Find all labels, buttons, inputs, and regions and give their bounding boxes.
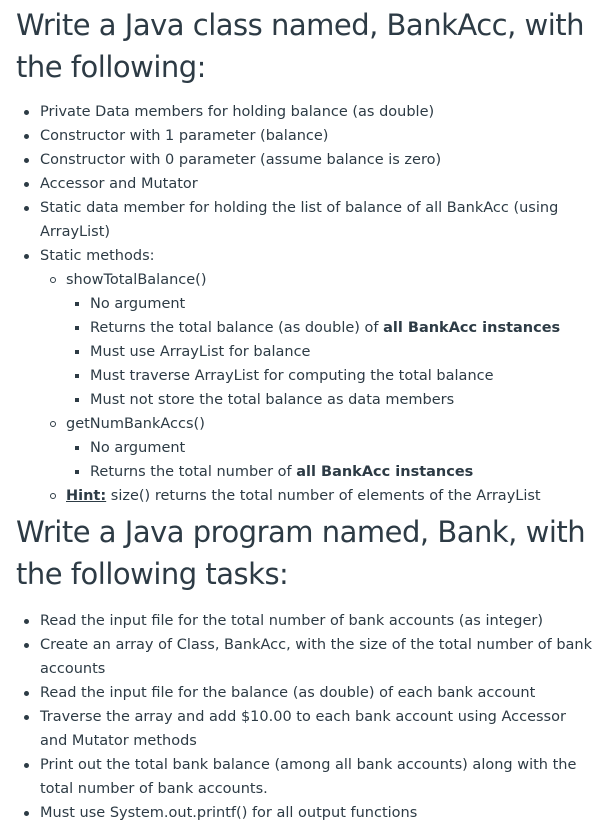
list-item: Must use ArrayList for balance <box>90 340 608 364</box>
list-item-bold: all BankAcc instances <box>296 464 474 480</box>
show-total-balance-details <box>90 292 608 412</box>
list-item: Accessor and Mutator <box>40 172 608 196</box>
list-item: Must traverse ArrayList for computing the total balance <box>90 364 608 388</box>
section2-heading: Write a Java program named, Bank, with the following tasks: <box>16 515 586 591</box>
list-item: Must use System.out.printf() for all output functions <box>40 801 608 825</box>
list-item: Constructor with 1 parameter (balance) <box>40 124 608 148</box>
list-item: Create an array of Class, BankAcc, with the size of the total number of bank accounts <box>40 633 608 681</box>
list-item <box>90 316 608 340</box>
list-item: Read the input file for the total number of bank accounts (as integer) <box>40 609 608 633</box>
list-item-text: Returns the total number of <box>90 464 297 480</box>
list-item: Private Data members for holding balance (as double) <box>40 100 608 124</box>
list-item-static-methods <box>40 244 608 508</box>
section1-list <box>40 100 608 508</box>
method-get-num-bank-accs <box>66 412 608 484</box>
list-item: Traverse the array and add $10.00 to each bank account using Accessor and Mutator methods <box>40 705 608 753</box>
hint-label: Hint: <box>66 488 107 504</box>
list-item: No argument <box>90 436 608 460</box>
list-item: No argument <box>90 292 608 316</box>
static-methods-list <box>66 268 608 508</box>
list-item: Read the input file for the balance (as double) of each bank account <box>40 681 608 705</box>
list-item-text: Returns the total balance (as double) of <box>90 320 384 336</box>
method-show-total-balance <box>66 268 608 412</box>
method-name: showTotalBalance() <box>66 272 207 288</box>
get-num-bank-accs-details <box>90 436 608 484</box>
list-item: Must not store the total balance as data members <box>90 388 608 412</box>
method-name: getNumBankAccs() <box>66 416 205 432</box>
list-item: Static data member for holding the list of balance of all BankAcc (using ArrayList) <box>40 196 608 244</box>
static-methods-label: Static methods: <box>40 248 155 264</box>
list-item: Print out the total bank balance (among all bank accounts) along with the total number of bank accounts. <box>40 753 608 801</box>
hint-item <box>66 484 608 508</box>
hint-text: size() returns the total number of elements of the ArrayList <box>106 488 541 504</box>
list-item <box>90 460 608 484</box>
list-item-bold: all BankAcc instances <box>383 320 561 336</box>
list-item: Constructor with 0 parameter (assume balance is zero) <box>40 148 608 172</box>
section1-heading: Write a Java class named, BankAcc, with the following: <box>16 8 585 84</box>
section2-list <box>40 609 608 825</box>
